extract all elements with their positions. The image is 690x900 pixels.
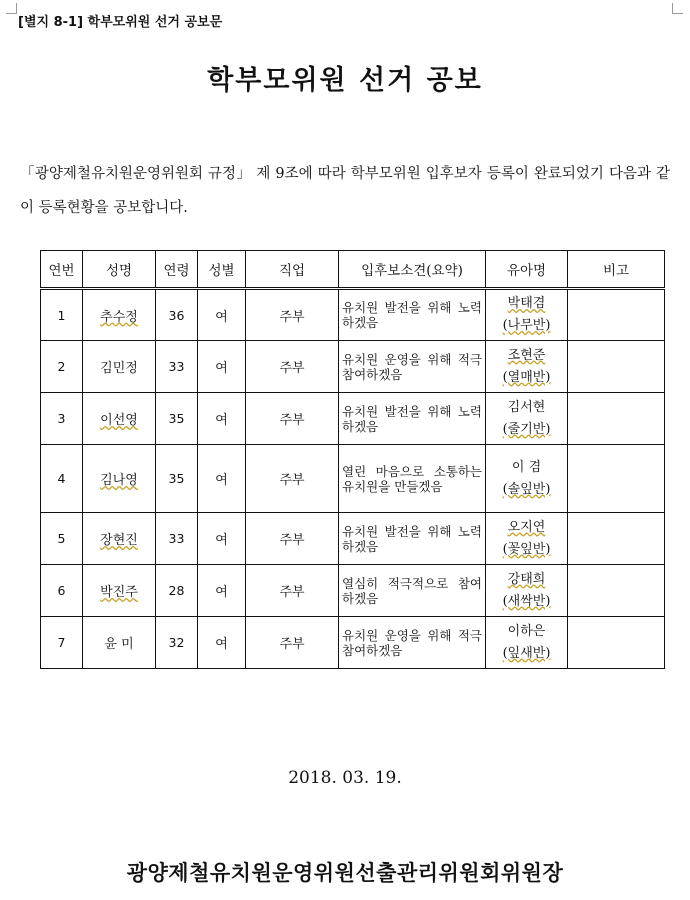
candidate-name <box>83 341 156 393</box>
child-name: 이 겸 <box>511 459 542 475</box>
child-cell <box>486 513 568 565</box>
child-cell <box>486 445 568 513</box>
candidate-name-text: 이선영 <box>100 413 138 428</box>
child-class: (새싹반) <box>502 593 551 609</box>
candidate-age: 32 <box>156 617 198 669</box>
candidate-age: 28 <box>156 565 198 617</box>
note-cell <box>568 617 665 669</box>
child-cell <box>486 565 568 617</box>
child-class: (나무반) <box>502 318 551 333</box>
row-number: 1 <box>41 289 83 341</box>
candidate-age: 33 <box>156 341 198 393</box>
table-row <box>41 617 665 669</box>
candidate-job: 주부 <box>246 289 339 341</box>
header-cell: 성명 <box>83 251 156 289</box>
child-name: 조현준 <box>507 347 546 363</box>
note-cell <box>568 445 665 513</box>
candidate-statement: 유치원 발전을 위해 노력하겠음 <box>339 513 486 565</box>
candidate-name-text: 윤 미 <box>104 637 134 652</box>
header-cell: 입후보소견(요약) <box>339 251 486 289</box>
candidate-gender: 여 <box>198 341 246 393</box>
candidate-statement: 열심히 적극적으로 참여하겠음 <box>339 565 486 617</box>
candidate-age: 33 <box>156 513 198 565</box>
candidate-statement: 열린 마음으로 소통하는 유치원을 만들겠음 <box>339 445 486 513</box>
row-number: 3 <box>41 393 83 445</box>
header-cell: 직업 <box>246 251 339 289</box>
row-number: 2 <box>41 341 83 393</box>
table-row <box>41 513 665 565</box>
candidate-age: 36 <box>156 289 198 341</box>
child-cell <box>486 289 568 341</box>
child-name: 박태겸 <box>507 296 546 311</box>
candidate-name-text: 추수정 <box>100 309 138 325</box>
candidate-age: 35 <box>156 445 198 513</box>
table-row <box>41 393 665 445</box>
child-name: 강태희 <box>507 571 546 587</box>
candidate-gender: 여 <box>198 617 246 669</box>
child-class: (꽃잎반) <box>502 541 551 557</box>
row-number: 5 <box>41 513 83 565</box>
candidate-statement: 유치원 발전을 위해 노력하겠음 <box>339 289 486 341</box>
child-class: (솔잎반) <box>502 481 551 497</box>
document-title: 학부모위원 선거 공보 <box>207 65 483 96</box>
candidate-job: 주부 <box>246 445 339 513</box>
candidate-name <box>83 565 156 617</box>
table-row <box>41 565 665 617</box>
child-cell <box>486 393 568 445</box>
form-label: [별지 8-1] 학부모위원 선거 공보문 <box>18 15 223 30</box>
page-corner-mark-right <box>672 3 683 14</box>
note-cell <box>568 289 665 341</box>
candidate-gender: 여 <box>198 445 246 513</box>
candidate-gender: 여 <box>198 393 246 445</box>
candidate-name <box>83 289 156 341</box>
candidate-job: 주부 <box>246 565 339 617</box>
table-header-row <box>41 251 665 289</box>
document-date: 2018. 03. 19. <box>288 768 402 788</box>
note-cell <box>568 393 665 445</box>
candidate-name <box>83 617 156 669</box>
candidate-name <box>83 513 156 565</box>
candidate-name <box>83 393 156 445</box>
candidate-gender: 여 <box>198 565 246 617</box>
note-cell <box>568 513 665 565</box>
candidate-job: 주부 <box>246 393 339 445</box>
candidate-name <box>83 445 156 513</box>
candidate-job: 주부 <box>246 617 339 669</box>
table-row <box>41 445 665 513</box>
row-number: 7 <box>41 617 83 669</box>
row-number: 4 <box>41 445 83 513</box>
candidate-statement: 유치원 발전을 위해 노력하겠음 <box>339 393 486 445</box>
header-cell: 연령 <box>156 251 198 289</box>
candidate-age: 35 <box>156 393 198 445</box>
candidate-job: 주부 <box>246 341 339 393</box>
page-corner-mark-left <box>6 3 17 14</box>
intro-paragraph: 「광양제철유치원운영위원회 규정」 제 9조에 따라 학부모위원 입후보자 등록이 완료되었기 다음과 같이 등록현황을 공보합니다. <box>20 166 670 216</box>
row-number: 6 <box>41 565 83 617</box>
table-row <box>41 289 665 341</box>
child-class: (줄기반) <box>502 421 551 437</box>
candidate-name-text: 김나영 <box>100 473 138 488</box>
candidate-table <box>40 250 665 669</box>
child-cell <box>486 341 568 393</box>
note-cell <box>568 341 665 393</box>
child-class: (열매반) <box>502 369 551 385</box>
header-cell: 연번 <box>41 251 83 289</box>
candidate-statement: 유치원 운영을 위해 적극 참여하겠음 <box>339 617 486 669</box>
table-row <box>41 341 665 393</box>
child-name: 오지연 <box>507 519 546 535</box>
child-cell <box>486 617 568 669</box>
note-cell <box>568 565 665 617</box>
candidate-gender: 여 <box>198 289 246 341</box>
header-cell: 유아명 <box>486 251 568 289</box>
candidate-name-text: 박진주 <box>100 585 138 600</box>
candidate-statement: 유치원 운영을 위해 적극 참여하겠음 <box>339 341 486 393</box>
candidate-job: 주부 <box>246 513 339 565</box>
issuer-signature: 광양제철유치원운영위원선출관리위원회위원장 <box>126 860 564 885</box>
candidate-name-text: 김민정 <box>100 361 138 376</box>
candidate-gender: 여 <box>198 513 246 565</box>
child-class: (잎새반) <box>502 645 551 661</box>
header-cell: 비고 <box>568 251 665 289</box>
child-name: 김서현 <box>507 399 546 415</box>
child-name: 이하은 <box>507 623 546 639</box>
header-cell: 성별 <box>198 251 246 289</box>
candidate-name-text: 장현진 <box>100 533 138 548</box>
